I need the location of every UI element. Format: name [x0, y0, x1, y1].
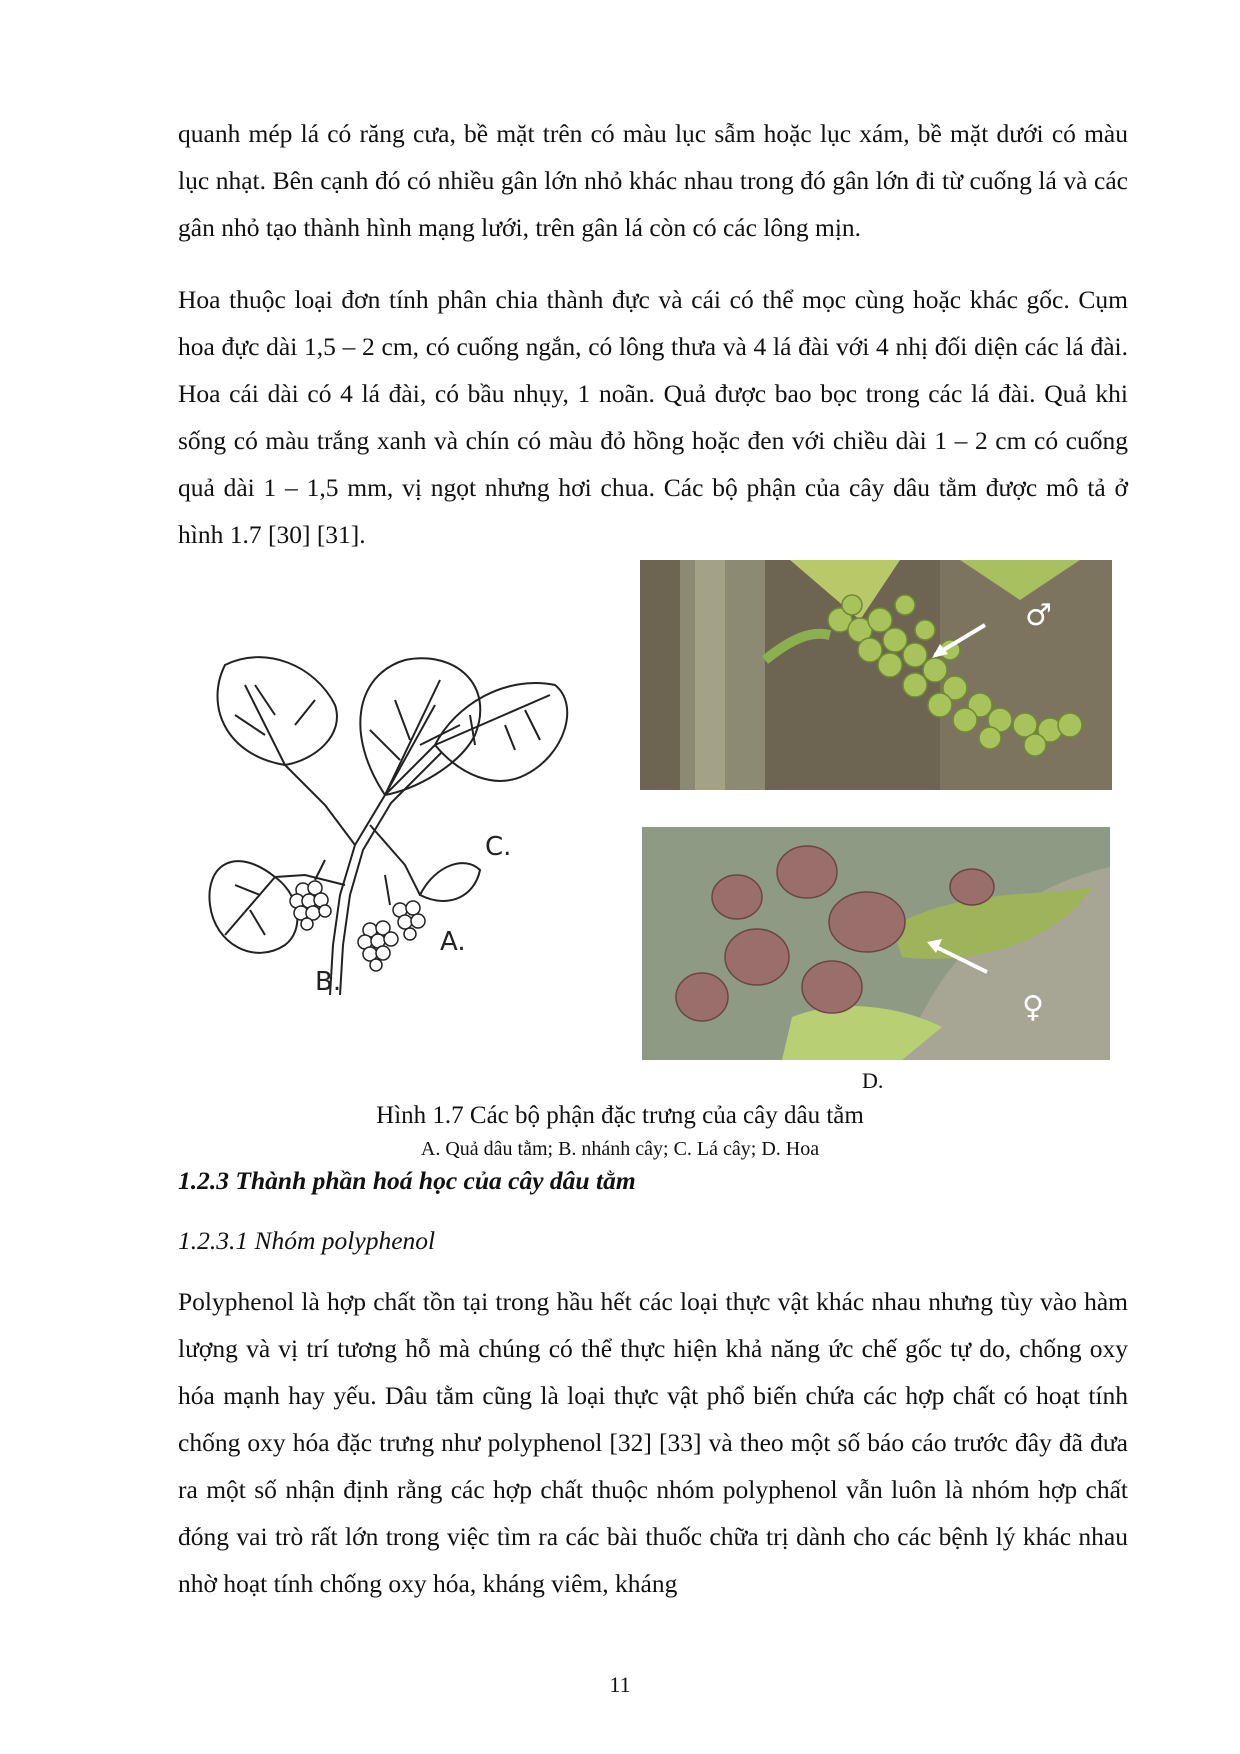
paragraph-polyphenol: Polyphenol là hợp chất tồn tại trong hầu hết các loại thực vật khác nhau nhưng tùy vào hàm lượng và vị trí tương hỗ mà chúng có thể thực hiện khả năng ức chế gốc tự do, chống oxy hóa mạnh hay yếu. Dâu tằm cũng là loại thực vật phổ biến chứa các hợp chất có hoạt tính chống oxy hóa đặc trưng như polyphenol [32] [33] và theo một số báo cáo trước đây đã đưa ra một số nhận định rằng các hợp chất thuộc nhóm polyphenol vẫn luôn là nhóm hợp chất đóng vai trò rất lớn trong việc tìm ra các bài thuốc chữa trị dành cho các bệnh lý khác nhau nhờ hoạt tính chống oxy hóa, kháng viêm, kháng: [178, 1287, 1128, 1598]
paragraph-leaf-description: quanh mép lá có răng cưa, bề mặt trên có màu lục sẫm hoặc lục xám, bề mặt dưới có màu lục nhạt. Bên cạnh đó có nhiều gân lớn nhỏ khác nhau trong đó gân lớn đi từ cuống lá và các gân nhỏ tạo thành hình mạng lưới, trên gân lá còn có các lông mịn.: [178, 119, 1128, 242]
label-c: C.: [485, 832, 512, 862]
mulberry-fruits: [290, 881, 425, 971]
leaf-right: [435, 683, 567, 781]
label-b: B.: [315, 967, 342, 997]
figure-subcaption: A. Quả dâu tằm; B. nhánh cây; C. Lá cây; D. Hoa: [420, 1138, 820, 1160]
section-heading-1-2-3: 1.2.3 Thành phần hoá học của cây dâu tằm: [178, 1166, 636, 1195]
figure-1-7: [0, 555, 1240, 1075]
label-d: D.: [862, 1068, 884, 1093]
photo-female-flower: [642, 827, 1110, 1060]
female-symbol: ♀: [1022, 990, 1044, 1025]
paragraph-flower-description: Hoa thuộc loại đơn tính phân chia thành đực và cái có thể mọc cùng hoặc khác gốc. Cụm hoa đực dài 1,5 – 2 cm, có cuống ngắn, có lông thưa và 4 lá đài với 4 nhị đối diện các lá đài. Hoa cái dài có 4 lá đài, có bầu nhụy, 1 noãn. Quả được bao bọc trong các lá đài. Quả khi sống có màu trắng xanh và chín có màu đỏ hồng hoặc đen với chiều dài 1 – 2 cm có cuống quả dài 1 – 1,5 mm, vị ngọt nhưng hơi chua. Các bộ phận của cây dâu tằm được mô tả ở hình 1.7 [30] [31].: [178, 285, 1128, 549]
berry-right: [393, 901, 425, 940]
page-number: 11: [609, 1672, 631, 1697]
label-a: A.: [440, 927, 466, 957]
berry-middle: [358, 921, 398, 971]
leaf-lower-left: [209, 861, 297, 953]
figure-caption: Hình 1.7 Các bộ phận đặc trưng của cây dâu tằm: [376, 1102, 864, 1129]
mulberry-drawing: [205, 645, 585, 1005]
subsection-heading-1-2-3-1: 1.2.3.1 Nhóm polyphenol: [178, 1226, 436, 1255]
male-symbol: ♂: [1025, 598, 1052, 633]
photo-male-flower: [640, 560, 1112, 790]
